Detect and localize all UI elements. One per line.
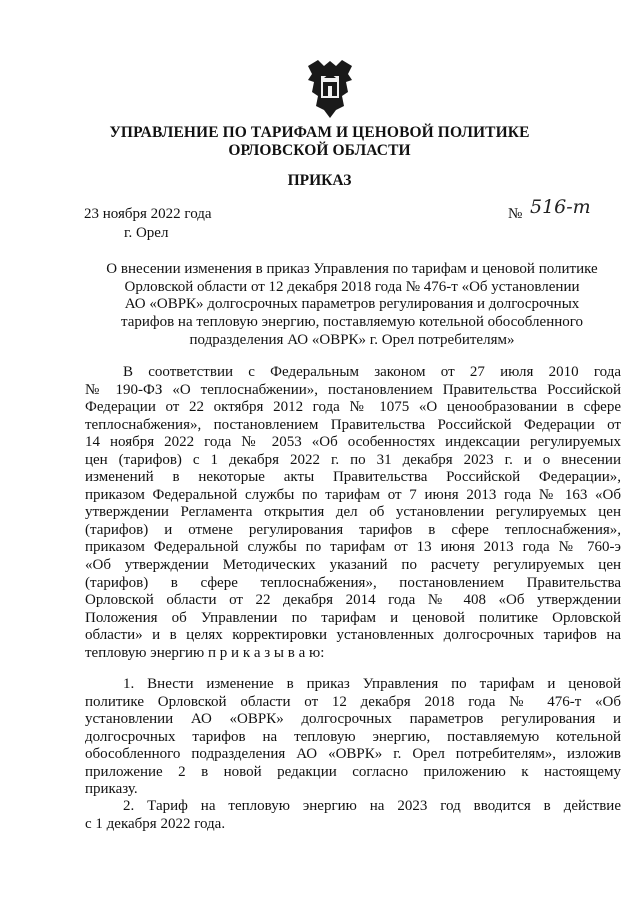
preamble-line: «Об утверждении Методических указаний по расчету регулируемых цен: [85, 557, 621, 574]
document-date: 23 ноября 2022 года: [84, 206, 212, 222]
subject-line: О внесении изменения в приказ Управления по тарифам и ценовой политике: [106, 261, 598, 277]
preamble-line: 14 ноября 2022 года № 2053 «Об особенностях индексации регулируемых: [85, 434, 621, 451]
item1-line: приложение 2 в новой редакции согласно приложению к настоящему: [85, 763, 621, 780]
preamble-line: (тарифов) в сфере теплоснабжения», постановлением Правительства: [85, 574, 621, 591]
preamble-line: цен (тарифов) с 1 декабря 2022 г. по 31 декабря 2023 г. и о внесении: [85, 451, 621, 468]
item2-line: 2. Тариф на тепловую энергию на 2023 год вводится в действие: [123, 798, 621, 814]
preamble-line: теплоснабжения», постановлением Правительства Российской Федерации от: [85, 416, 621, 433]
preamble-line: Федерации от 22 октября 2012 года № 1075 «О ценообразовании в сфере: [85, 399, 621, 416]
org-title-line2: ОРЛОВСКОЙ ОБЛАСТИ: [228, 142, 411, 159]
order-item-2: [85, 798, 621, 833]
preamble-line: Орловской области от 22 декабря 2014 года № 408 «Об утверждении: [85, 592, 621, 609]
preamble-line: тепловую энергию п р и к а з ы в а ю:: [85, 644, 325, 661]
preamble-line: Положения об Управлении по тарифам и ценовой политике Орловской: [85, 609, 621, 626]
subject-line: тарифов на тепловую энергию, поставляемую котельной обособленного: [120, 314, 584, 331]
order-item-1: [85, 676, 621, 799]
preamble-line: утверждении Регламента открытия дел об установлении регулируемых цен: [85, 504, 621, 521]
preamble-line: приказом Федеральной службы по тарифам от 7 июня 2013 года № 163 «Об: [85, 486, 621, 503]
subject-line: АО «ОВРК» долгосрочных параметров регулирования и долгосрочных: [124, 296, 580, 313]
preamble-line: № 190-ФЗ «О теплоснабжении», постановлением Правительства Российской: [85, 381, 621, 398]
item1-line: обособленного подразделения АО «ОВРК» г. Орел потребителям», изложив: [85, 746, 621, 763]
preamble-line: (тарифов) и отмене регулирования тарифов в сфере теплоснабжения»,: [85, 521, 621, 538]
preamble-line: области» и в целях корректировки установленных долгосрочных тарифов на: [85, 627, 621, 644]
item1-line: установлении АО «ОВРК» долгосрочных параметров регулирования и: [85, 711, 621, 728]
subject-line: Орловской области от 12 декабря 2018 года № 476-т «Об установлении: [124, 278, 580, 295]
document-number-handwritten: 516-т: [530, 196, 591, 218]
preamble-line: приказом Федеральной службы по тарифам от 13 июня 2013 года № 760-э: [85, 539, 621, 556]
coat-of-arms-icon: [302, 58, 358, 120]
subject-line: подразделения АО «ОВРК» г. Орел потребителям»: [189, 331, 515, 348]
item1-line: политике Орловской области от 12 декабря 2018 года № 476-т «Об: [85, 693, 621, 710]
document-city: г. Орел: [124, 225, 169, 241]
org-title-line1: УПРАВЛЕНИЕ ПО ТАРИФАМ И ЦЕНОВОЙ ПОЛИТИКЕ: [109, 124, 530, 141]
document-type: ПРИКАЗ: [287, 172, 352, 189]
number-sign: №: [508, 206, 523, 222]
item1-line: долгосрочных тарифов на тепловую энергию, поставляемую котельной: [85, 728, 621, 745]
document-subject: [80, 261, 624, 350]
item2-line: с 1 декабря 2022 года.: [85, 815, 226, 832]
preamble-line: изменений в некоторые акты Правительства Российской Федерации»,: [85, 469, 621, 486]
item1-line: 1. Внести изменение в приказ Управления по тарифам и ценовой: [123, 676, 621, 692]
item1-line: приказу.: [85, 781, 138, 798]
preamble-line: В соответствии с Федеральным законом от 27 июля 2010 года: [123, 364, 621, 380]
preamble-paragraph: [85, 364, 621, 662]
